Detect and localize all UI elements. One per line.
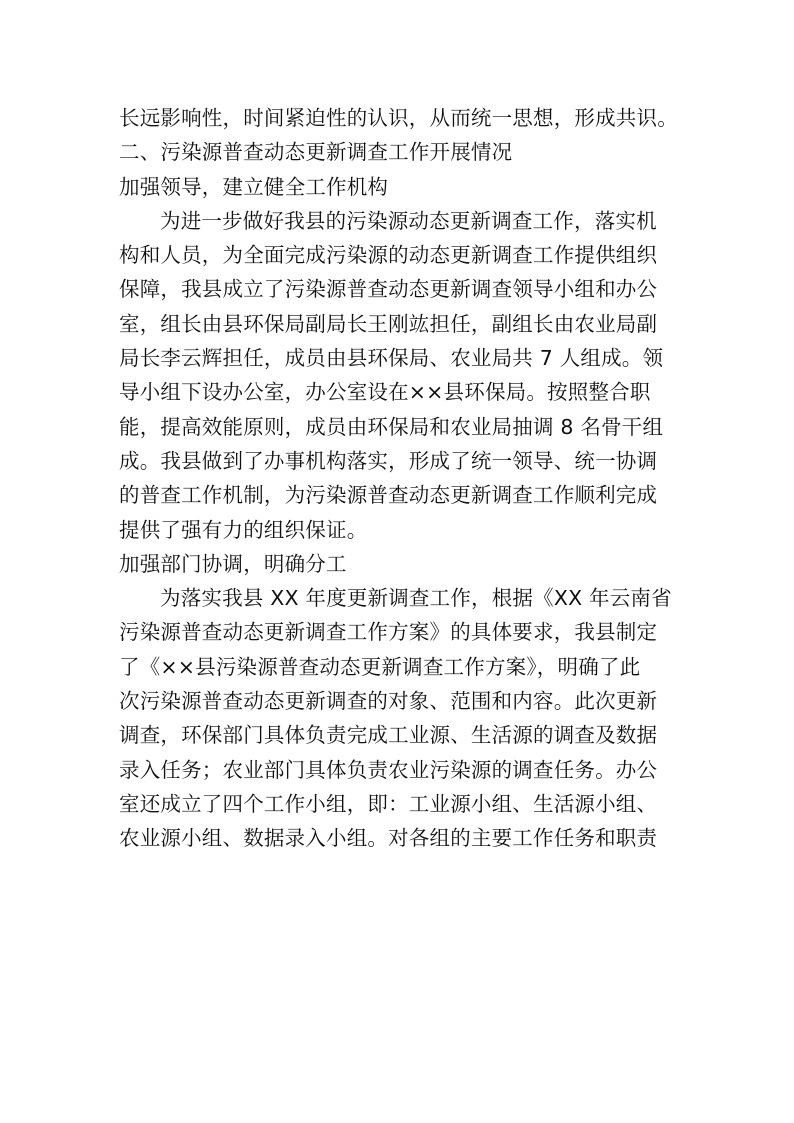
subsection-heading: 加强领导，建立健全工作机构 (119, 174, 389, 199)
paragraph-line: 的普查工作机制，为污染源普查动态更新调查工作顺利完成 (119, 483, 658, 508)
paragraph-line: 提供了强有力的组织保证。 (119, 517, 368, 542)
section-heading: 二、污染源普查动态更新调查工作开展情况 (119, 140, 513, 165)
paragraph-line: 农业源小组、数据录入小组。对各组的主要工作任务和职责 (119, 826, 658, 851)
subsection-heading: 加强部门协调，明确分工 (119, 551, 347, 576)
paragraph-line: 为落实我县 XX 年度更新调查工作，根据《XX 年云南省 (160, 586, 672, 611)
paragraph-line: 保障，我县成立了污染源普查动态更新调查领导小组和办公 (119, 277, 658, 302)
paragraph-line: 局长李云辉担任，成员由县环保局、农业局共 7 人组成。领 (119, 346, 664, 371)
paragraph-line: 能，提高效能原则，成员由环保局和农业局抽调 8 名骨干组 (119, 414, 664, 439)
paragraph-line: 录入任务；农业部门具体负责农业污染源的调查任务。办公 (119, 757, 658, 782)
paragraph-line: 污染源普查动态更新调查工作方案》的具体要求，我县制定 (119, 620, 658, 645)
paragraph-line: 成。我县做到了办事机构落实，形成了统一领导、统一协调 (119, 448, 658, 473)
paragraph-line: 为进一步做好我县的污染源动态更新调查工作，落实机 (160, 208, 657, 233)
paragraph-line: 调查，环保部门具体负责完成工业源、生活源的调查及数据 (119, 723, 658, 748)
paragraph-line: 了《××县污染源普查动态更新调查工作方案》，明确了此 (119, 654, 641, 679)
paragraph-line: 导小组下设办公室，办公室设在××县环保局。按照整合职 (119, 380, 651, 405)
paragraph-line: 长远影响性，时间紧迫性的认识，从而统一思想，形成共识。 (119, 106, 678, 130)
paragraph-line: 构和人员，为全面完成污染源的动态更新调查工作提供组织 (119, 243, 658, 268)
paragraph-line: 室还成立了四个工作小组，即：工业源小组、生活源小组、 (119, 791, 658, 816)
document-body (119, 101, 684, 856)
paragraph-line: 次污染源普查动态更新调查的对象、范围和内容。此次更新 (119, 689, 658, 714)
paragraph-line: 室，组长由县环保局副局长王刚竑担任，副组长由农业局副 (119, 311, 658, 336)
